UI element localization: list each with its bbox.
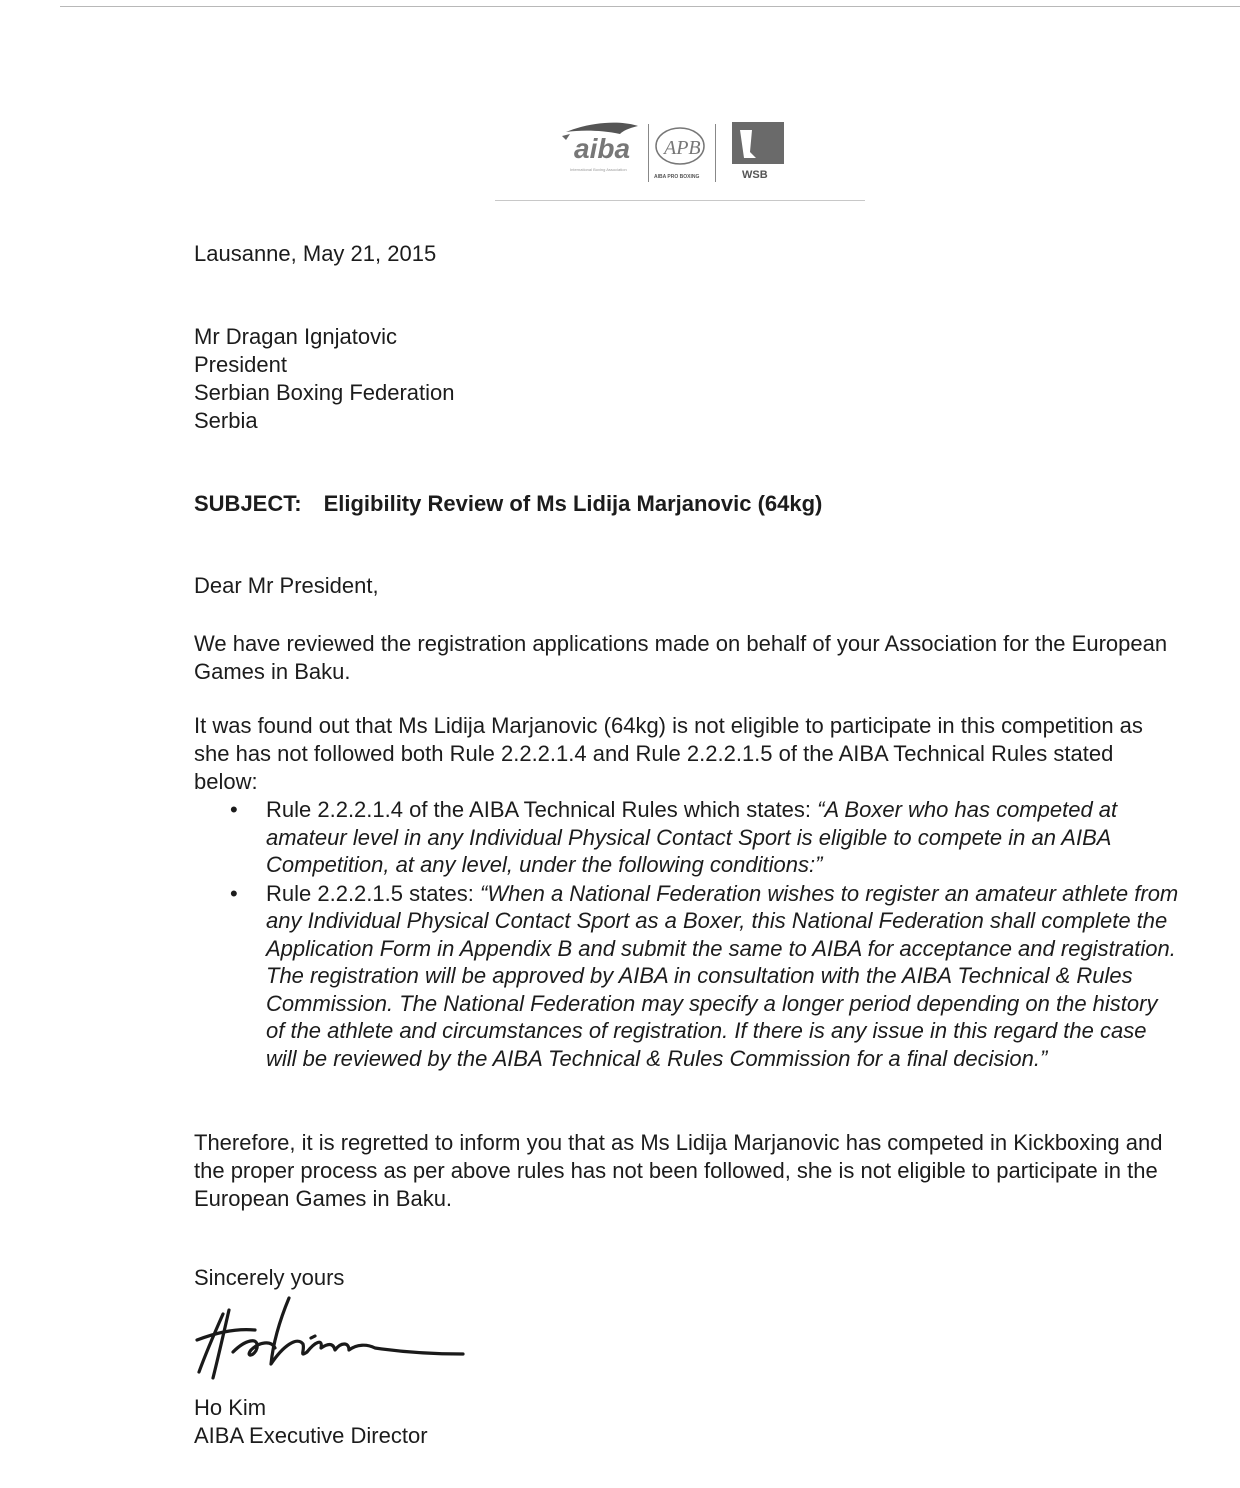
closing: Sincerely yours — [194, 1265, 345, 1290]
paragraph-3: Therefore, it is regretted to inform you that as Ms Lidija Marjanovic has competed in Kickboxing and the proper process as per above rules has not been followed, she is not eligible to participate in the European Games in Baku. — [194, 1130, 1163, 1211]
svg-text:AIBA PRO BOXING: AIBA PRO BOXING — [654, 174, 700, 180]
apb-mark: APB — [664, 137, 701, 159]
bullet-icon: • — [230, 797, 238, 822]
rule-lead: Rule 2.2.2.1.5 states: — [266, 880, 481, 906]
subject-line — [194, 490, 822, 518]
scan-edge-line — [60, 6, 1240, 7]
subject-label: SUBJECT: — [194, 491, 302, 516]
signer-title: AIBA Executive Director — [194, 1423, 428, 1448]
wsb-caption: WSB — [742, 169, 768, 181]
recipient-title: President — [194, 352, 287, 377]
header-rule — [495, 200, 865, 201]
letter-date: Lausanne, May 21, 2015 — [194, 241, 437, 266]
signature — [193, 1292, 473, 1384]
rule-item — [230, 796, 1180, 879]
rule-quote: “When a National Federation wishes to register an amateur athlete from any Individual Physical Contact Sport as a Boxer, this National Federation shall complete the Application Form in Appendix B and submit the same to AIBA for acceptance and registration. The registration will be approved by AIBA in consultation with the AIBA Technical & Rules Commission. The National Federation may specify a longer period depending on the history of the athlete and circumstances of registration. If there is any issue in this regard the case will be reviewed by the AIBA Technical & Rules Commission for a final decision.” — [266, 880, 1179, 1071]
rule-quote: “A Boxer who has competed at amateur level in any Individual Physical Contact Sport is eligible to compete in an AIBA Competition, at any level, under the following conditions:” — [266, 797, 1118, 877]
rules-list — [230, 796, 1180, 1072]
bullet-icon: • — [230, 880, 238, 906]
aiba-logo — [560, 118, 800, 188]
svg-text:International Boxing Associati: International Boxing Association — [570, 167, 627, 172]
rule-item — [230, 880, 1180, 1073]
aiba-wordmark: aiba — [574, 133, 631, 164]
paragraph-2: It was found out that Ms Lidija Marjanovic (64kg) is not eligible to participate in this competition as she has not followed both Rule 2.2.2.1.4 and Rule 2.2.2.1.5 of the AIBA Technical Rules stated below: — [194, 713, 1143, 794]
signer-block — [194, 1394, 428, 1450]
recipient-address — [194, 323, 455, 435]
rule-lead: Rule 2.2.2.1.4 of the AIBA Technical Rules which states: — [266, 797, 818, 822]
signer-name: Ho Kim — [194, 1395, 267, 1420]
paragraph-1: We have reviewed the registration applications made on behalf of your Association for the European Games in Baku. — [194, 631, 1168, 684]
recipient-name: Mr Dragan Ignjatovic — [194, 324, 397, 349]
salutation: Dear Mr President, — [194, 573, 379, 598]
recipient-organization: Serbian Boxing Federation — [194, 380, 455, 405]
subject-text: Eligibility Review of Ms Lidija Marjanovic (64kg) — [323, 491, 823, 516]
recipient-country: Serbia — [194, 408, 258, 433]
